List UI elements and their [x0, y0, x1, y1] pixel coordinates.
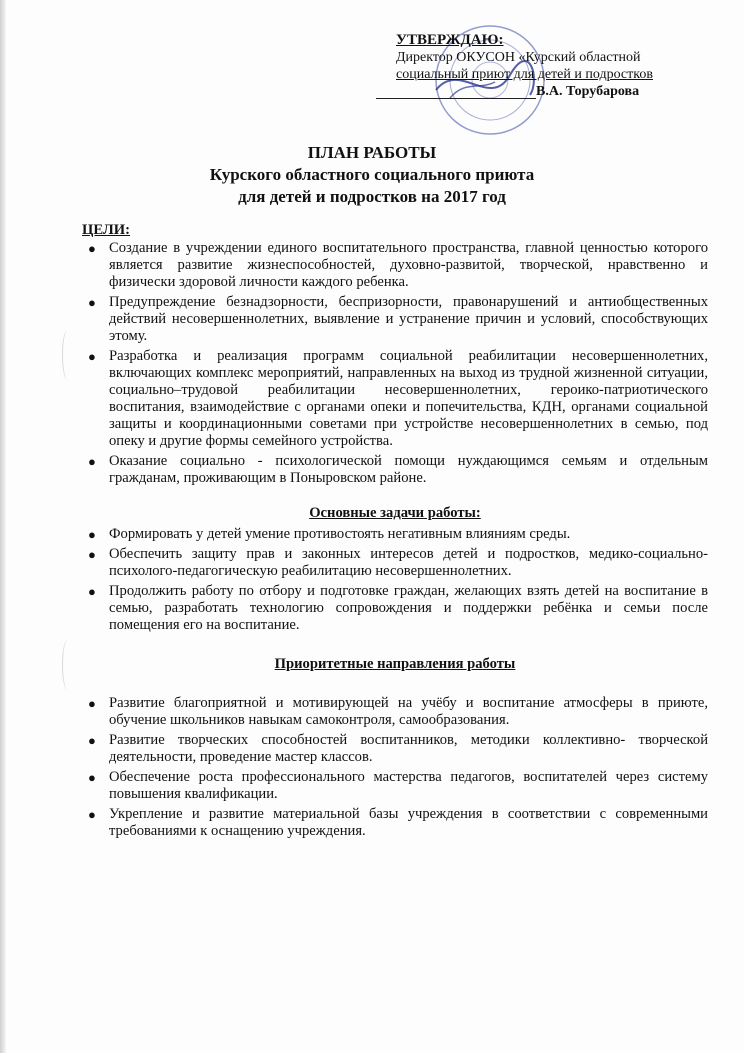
list-item: ● Развитие благоприятной и мотивирующей на учёбу и воспитание атмосферы в приюте, обучение школьников навыкам самоконтроля, самообразования.	[88, 695, 708, 728]
list-item: ● Формировать у детей умение противостоять негативным влияниям среды.	[88, 526, 571, 542]
list-item: ● Обеспечить защиту прав и законных интересов детей и подростков, медико-социально-психолого-педагогическую реабилитацию несовершеннолетних.	[88, 546, 708, 579]
bullet-icon: ●	[88, 584, 96, 599]
list-item: ● Развитие творческих способностей воспитанников, методики коллективно- творческой деятельности, проведение мастер классов.	[88, 732, 708, 765]
tasks-list	[82, 526, 708, 634]
approval-block	[396, 32, 726, 101]
approval-heading: УТВЕРЖДАЮ:	[396, 32, 504, 48]
approval-position-line2: социальный приют для детей и подростков	[396, 67, 653, 82]
priorities-heading: Приоритетные направления работы	[274, 656, 516, 672]
goals-list	[82, 240, 708, 487]
bullet-icon: ●	[88, 696, 96, 711]
bullet-icon: ●	[88, 547, 96, 562]
priorities-list	[82, 695, 708, 840]
tasks-heading: Основные задачи работы:	[309, 505, 481, 521]
title-line2: Курского областного социального приюта	[209, 165, 535, 184]
document-body	[82, 222, 708, 843]
title-line1: ПЛАН РАБОТЫ	[307, 143, 437, 162]
list-item: ● Обеспечение роста профессионального мастерства педагогов, воспитателей через систему повышения квалификации.	[88, 769, 708, 802]
scan-artifact	[62, 640, 73, 690]
bullet-icon: ●	[88, 733, 96, 748]
approval-position-line1: Директор ОКУСОН «Курский областной	[396, 50, 641, 65]
list-item: ● Разработка и реализация программ социальной реабилитации несовершеннолетних, включающих комплекс мероприятий, направленных на выход из трудной жизненной ситуации, социально–трудовой реабилитации несовершеннолетних, героико-патриотического воспитания, взаимодействие с органами опеки и попечительства, КДН, органами социальной защиты и координационными советами при устройстве несовершеннолетних в семью, под опеку и другие формы семейного устройства.	[88, 348, 708, 449]
signature-row	[396, 83, 726, 101]
list-item: ● Предупреждение безнадзорности, беспризорности, правонарушений и антиобщественных действий несовершеннолетних, выявление и устранение причин и условий, способствующих этому.	[88, 294, 708, 344]
bullet-icon: ●	[88, 349, 96, 364]
list-item: ● Создание в учреждении единого воспитательного пространства, главной ценностью которого является развитие жизнеспособностей, духовно-развитой, творческой, нравственно и физически здоровой личности каждого ребенка.	[88, 240, 708, 290]
bullet-icon: ●	[88, 295, 96, 310]
title-line3: для детей и подростков на 2017 год	[238, 187, 506, 206]
document-title	[0, 142, 744, 208]
goals-heading: ЦЕЛИ:	[82, 222, 130, 238]
bullet-icon: ●	[88, 807, 96, 822]
scan-artifact	[62, 330, 73, 380]
bullet-icon: ●	[88, 527, 96, 542]
list-item: ● Оказание социально - психологической помощи нуждающимся семьям и отдельным гражданам, проживающим в Поныровском районе.	[88, 453, 708, 486]
signer-name: В.А. Торубарова	[536, 84, 640, 99]
bullet-icon: ●	[88, 770, 96, 785]
bullet-icon: ●	[88, 454, 96, 469]
bullet-icon: ●	[88, 241, 96, 256]
list-item: ● Продолжить работу по отбору и подготовке граждан, желающих взять детей на воспитание в семью, разработать технологию сопровождения и поддержки ребёнка и семьи после помещения его на воспитание.	[88, 583, 708, 633]
list-item: ● Укрепление и развитие материальной базы учреждения в соответствии с современными требованиями к оснащению учреждения.	[88, 806, 708, 839]
signature-line	[376, 98, 536, 99]
